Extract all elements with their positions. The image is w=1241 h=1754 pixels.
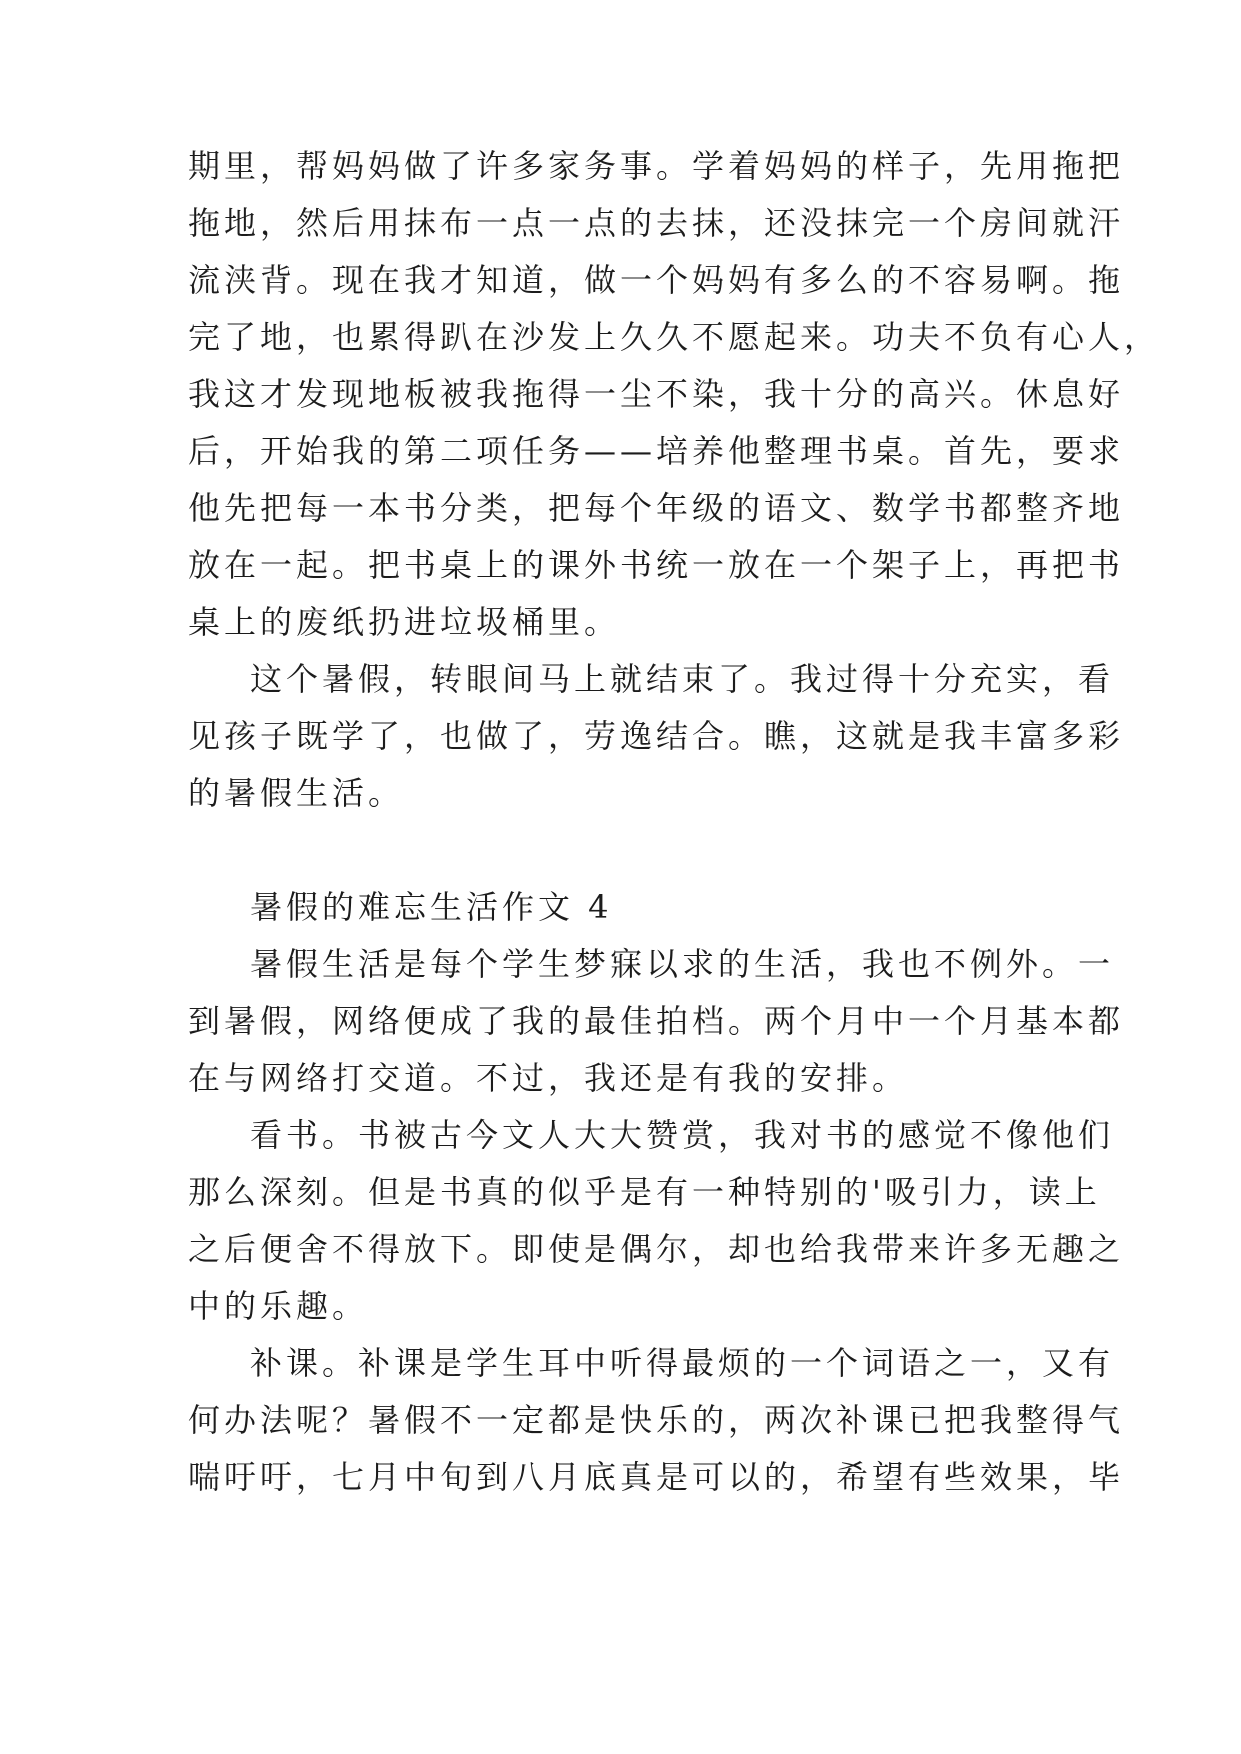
paragraph-2-line: 的暑假生活。 xyxy=(188,774,405,812)
paragraph-2-line: 这个暑假，转眼间马上就结束了。我过得十分充实，看 xyxy=(250,660,1115,698)
paragraph-1-line: 他先把每一本书分类，把每个年级的语文、数学书都整齐地 xyxy=(188,489,1125,527)
paragraph-3-line: 到暑假，网络便成了我的最佳拍档。两个月中一个月基本都 xyxy=(188,1002,1125,1040)
paragraph-5-line: 喘吁吁，七月中旬到八月底真是可以的，希望有些效果，毕 xyxy=(188,1458,1125,1496)
paragraph-1-line: 流浃背。现在我才知道，做一个妈妈有多么的不容易啊。拖 xyxy=(188,261,1125,299)
paragraph-5-line: 补课。补课是学生耳中听得最烦的一个词语之一，又有 xyxy=(250,1344,1115,1382)
paragraph-2-line: 见孩子既学了，也做了，劳逸结合。瞧，这就是我丰富多彩 xyxy=(188,717,1125,755)
paragraph-4-line: 中的乐趣。 xyxy=(188,1287,369,1325)
paragraph-1-line: 放在一起。把书桌上的课外书统一放在一个架子上，再把书 xyxy=(188,546,1125,584)
paragraph-1-line: 桌上的废纸扔进垃圾桶里。 xyxy=(188,603,621,641)
paragraph-1-line: 期里，帮妈妈做了许多家务事。学着妈妈的样子，先用拖把 xyxy=(188,147,1125,185)
paragraph-4-line: 看书。书被古今文人大大赞赏，我对书的感觉不像他们 xyxy=(250,1116,1115,1154)
paragraph-1-line: 完了地，也累得趴在沙发上久久不愿起来。功夫不负有心人， xyxy=(188,318,1161,356)
paragraph-1-line: 我这才发现地板被我拖得一尘不染，我十分的高兴。休息好 xyxy=(188,375,1125,413)
section-heading-text: 暑假的难忘生活作文 4 xyxy=(250,888,613,926)
paragraph-1 xyxy=(188,138,1161,651)
paragraph-5 xyxy=(188,1335,1125,1506)
section-heading xyxy=(188,879,1054,936)
paragraph-3 xyxy=(188,936,1125,1107)
paragraph-1-line: 拖地，然后用抹布一点一点的去抹，还没抹完一个房间就汗 xyxy=(188,204,1125,242)
paragraph-3-line: 暑假生活是每个学生梦寐以求的生活，我也不例外。一 xyxy=(250,945,1115,983)
paragraph-4-line: 之后便舍不得放下。即使是偶尔，却也给我带来许多无趣之 xyxy=(188,1230,1125,1268)
paragraph-4-line: 那么深刻。但是书真的似乎是有一种特别的'吸引力，读上 xyxy=(188,1173,1101,1211)
paragraph-5-line: 何办法呢？暑假不一定都是快乐的，两次补课已把我整得气 xyxy=(188,1401,1125,1439)
paragraph-2 xyxy=(188,651,1125,822)
paragraph-4 xyxy=(188,1107,1125,1335)
paragraph-3-line: 在与网络打交道。不过，我还是有我的安排。 xyxy=(188,1059,909,1097)
paragraph-1-line: 后，开始我的第二项任务——培养他整理书桌。首先，要求 xyxy=(188,432,1125,470)
section-gap xyxy=(188,822,1054,879)
document-body xyxy=(188,138,1161,1506)
